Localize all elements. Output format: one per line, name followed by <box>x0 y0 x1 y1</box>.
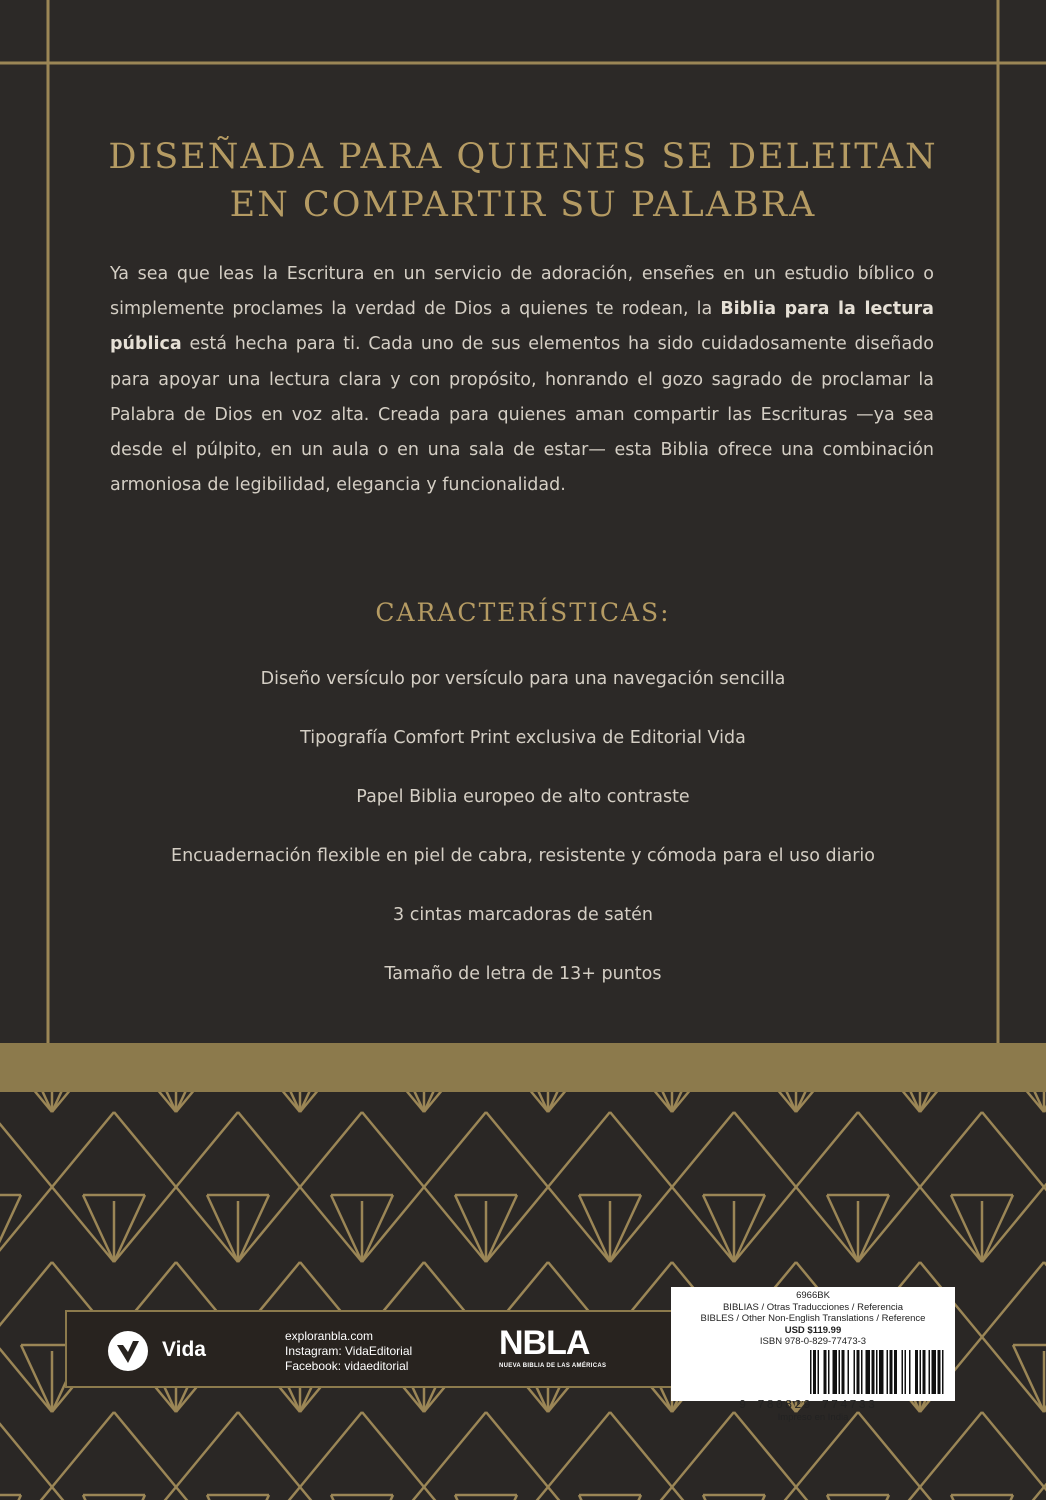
feature-item: 3 cintas marcadoras de satén <box>393 905 653 925</box>
printed-in-text: Impreso en India <box>777 1411 849 1423</box>
isbn-text: ISBN 978-0-829-77473-3 <box>759 1336 867 1347</box>
nbla-subtitle: NUEVA BIBLIA DE LAS AMÉRICAS <box>499 1363 607 1369</box>
cover-title <box>0 133 1046 229</box>
nbla-logo: NBLA <box>499 1324 590 1362</box>
website-text: exploranbla.com <box>285 1329 374 1343</box>
feature-item: Encuadernación flexible en piel de cabra, resistente y cómoda para el uso diario <box>171 846 875 866</box>
publisher-logo-panel <box>65 1310 685 1388</box>
social-links <box>285 1329 412 1374</box>
instagram-text: Instagram: VidaEditorial <box>285 1344 413 1358</box>
feature-item: Papel Biblia europeo de alto contraste <box>356 787 690 807</box>
vida-logo-text: Vida <box>162 1338 206 1361</box>
features-list <box>0 660 1046 1014</box>
price-text: USD $119.99 <box>784 1324 842 1336</box>
facebook-text: Facebook: vidaeditorial <box>285 1359 409 1373</box>
intro-paragraph <box>110 257 934 503</box>
barcode-label <box>671 1287 955 1423</box>
barcode-bars <box>808 1350 994 1394</box>
cover-title-line1: DISEÑADA PARA QUIENES SE DELEITAN <box>108 137 938 177</box>
cover-title-line2: EN COMPARTIR SU PALABRA <box>229 185 817 225</box>
feature-item: Tipografía Comfort Print exclusiva de Editorial Vida <box>300 728 746 748</box>
category-english: BIBLES / Other Non-English Translations / Reference <box>700 1313 926 1324</box>
intro-text-end: está hecha para ti. Cada uno de sus elementos ha sido cuidadosamente diseñado para apoyar una lectura clara y con propósito, honrando el gozo sagrado de proclamar la Palabra de Dios en voz alta. Creada para quienes aman compartir las Escrituras —ya sea desde el púlpito, en un aula o en una sala de estar— esta Biblia ofrece una combinación armoniosa de legibilidad, elegancia y funcionalidad. <box>110 334 934 496</box>
feature-item: Tamaño de letra de 13+ puntos <box>384 964 662 984</box>
product-code: 6966BK <box>796 1290 830 1301</box>
gold-band <box>0 1043 1046 1092</box>
barcode-digits: 9 780829 774733 <box>739 1397 878 1412</box>
feature-item: Diseño versículo por versículo para una navegación sencilla <box>260 669 786 689</box>
features-heading: CARACTERÍSTICAS: <box>375 598 671 627</box>
vida-logo-icon <box>107 1330 153 1372</box>
category-spanish: BIBLIAS / Otras Traducciones / Referencia <box>722 1301 904 1313</box>
intro-text-start: Ya sea que leas la Escritura en un servicio de adoración, enseñes en un estudio bíblico o simplemente proclames la verdad de Dios a quienes te rodean, la <box>110 264 934 320</box>
intro-book-title: Biblia para la lectura pública <box>110 299 934 355</box>
